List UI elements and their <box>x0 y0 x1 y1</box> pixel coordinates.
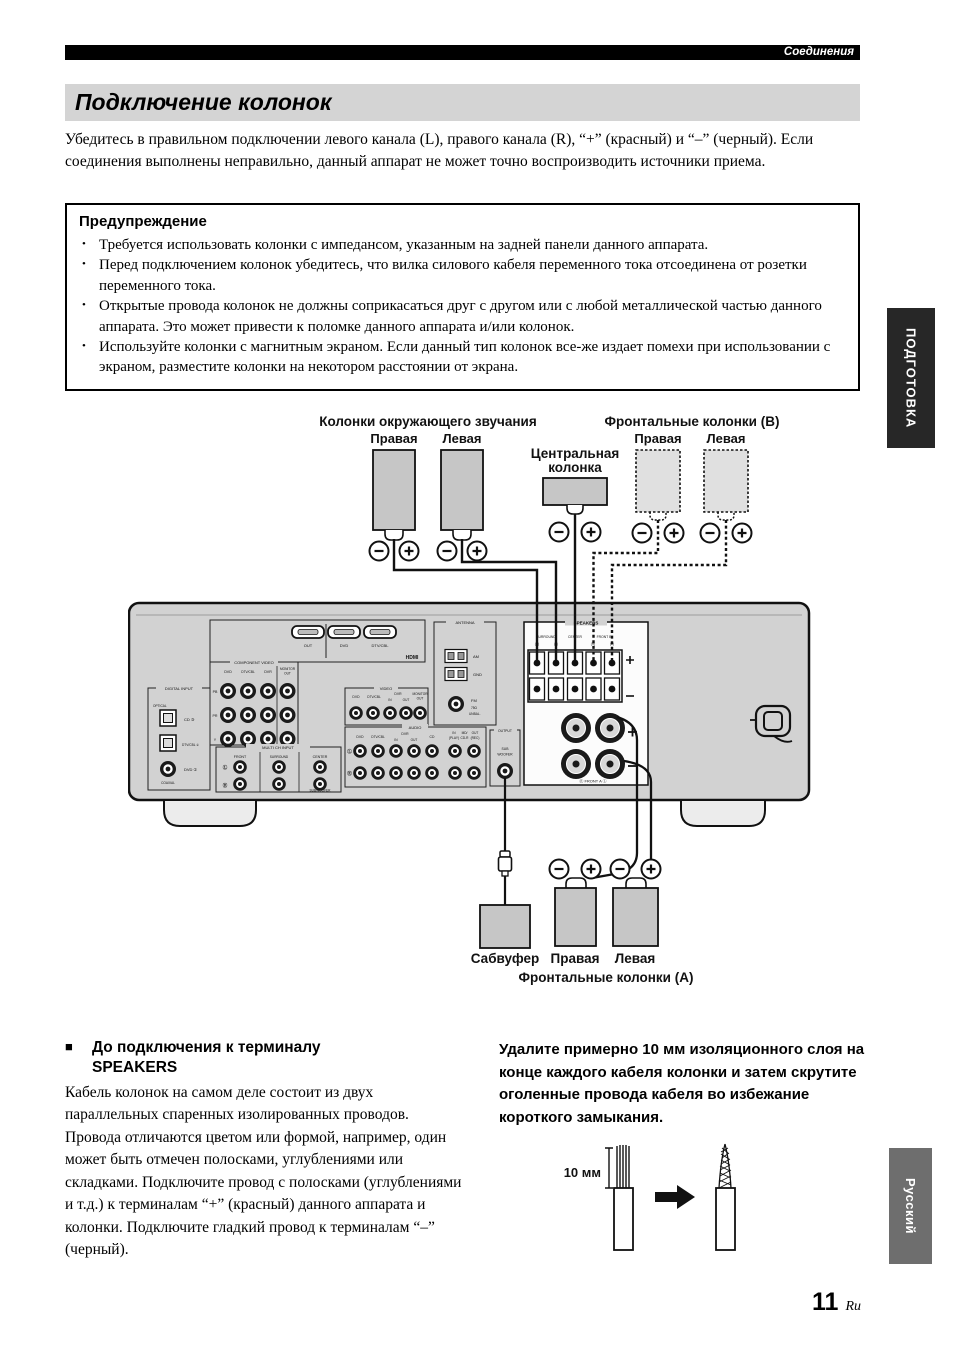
warning-item: • Требуется использовать колонки с импедансом, указанным на задней панели данного аппарата. <box>79 235 844 255</box>
svg-text:IN: IN <box>452 731 456 735</box>
strip-instruction-text: Удалите примерно 10 мм изоляционного слоя на конце каждого кабеля колонки и затем скрутите оголенные провода кабеля во избежание короткого замыкания. <box>499 1041 865 1126</box>
front-a-right-speaker <box>550 860 601 947</box>
svg-text:CD ③: CD ③ <box>184 717 195 722</box>
arrow-right-icon <box>655 1185 695 1209</box>
surround-left-label: Левая <box>442 431 482 446</box>
bullet-icon: • <box>82 339 86 352</box>
minus-terminal-icon <box>550 860 569 879</box>
hdmi-dtv-port <box>364 626 396 638</box>
svg-text:DVR: DVR <box>264 670 272 674</box>
square-bullet-icon: ■ <box>65 1039 73 1054</box>
subwoofer-label: Сабвуфер <box>470 951 540 966</box>
front-a-binding-post <box>595 749 625 779</box>
svg-text:IN: IN <box>388 698 392 702</box>
svg-text:MONITOR: MONITOR <box>412 692 428 696</box>
section-tab-preparation: ПОДГОТОВКА <box>887 308 935 448</box>
front-b-right-speaker <box>633 450 684 543</box>
wire-strip-illustration <box>555 1140 805 1255</box>
svg-text:(R): (R) <box>590 642 596 646</box>
svg-text:CENTER: CENTER <box>568 635 582 639</box>
warning-title: Предупреждение <box>79 213 207 230</box>
svg-text:SURROUND: SURROUND <box>269 755 289 759</box>
svg-text:OPTICAL: OPTICAL <box>153 704 167 708</box>
before-connecting-body: Кабель колонок на самом деле состоит из двух параллельных спаренных изолированных проводов. Провода отличаются цветом или формой, например, один может быть отмечен полосками, углублениями или складками. Подключите провод с полосками (углублениями и т.д.) к терминалам “+” (красный) данного аппарата и колонки. Подключите гладкий провод к терминалам “–” (черный). <box>65 1084 462 1259</box>
svg-text:CD-R: CD-R <box>460 736 469 740</box>
page-title: Подключение колонок <box>65 84 860 121</box>
svg-text:FRONT: FRONT <box>233 755 247 759</box>
svg-text:Ⓡ FRONT A Ⓛ: Ⓡ FRONT A Ⓛ <box>579 778 607 784</box>
subwoofer-speaker <box>480 905 530 948</box>
bullet-icon: • <box>82 258 86 271</box>
rca-plug-icon <box>499 857 512 871</box>
front-a-group-label: Фронтальные колонки (А) <box>518 970 694 985</box>
svg-text:DVD: DVD <box>224 670 232 674</box>
svg-text:Ⓛ: Ⓛ <box>347 749 352 754</box>
receiver-foot <box>164 800 256 826</box>
center-speaker-label: Центральная <box>530 446 620 461</box>
before-connecting-heading: ■ До подключения к терминалу SPEAKERS <box>65 1039 321 1076</box>
svg-text:UNBAL.: UNBAL. <box>469 712 481 716</box>
bare-wire-strands <box>617 1145 629 1188</box>
plus-terminal-icon <box>733 524 752 543</box>
minus-terminal-icon <box>438 542 457 561</box>
warning-item: • Перед подключением колонок убедитесь, что вилка силового кабеля переменного тока отсоединена от розетки переменного тока. <box>79 255 844 296</box>
wire-insulation <box>614 1188 633 1250</box>
svg-text:OUT: OUT <box>410 738 418 742</box>
minus-terminal-icon <box>611 860 630 879</box>
svg-text:ANTENNA: ANTENNA <box>455 620 475 625</box>
optical-jack <box>160 710 176 726</box>
front-a-left-label: Левая <box>614 951 656 966</box>
svg-text:SPEAKERS: SPEAKERS <box>573 620 599 626</box>
svg-text:MONITOR: MONITOR <box>280 667 295 671</box>
page-number: 11 Ru <box>812 1288 861 1316</box>
speakers-terminal-section <box>524 619 648 786</box>
svg-text:IN: IN <box>394 738 398 742</box>
intro-paragraph: Убедитесь в правильном подключении левого канала (L), правого канала (R), “+” (красный) и “–” (черный). Если соединения выполнены неправильно, данный аппарат не может точно воспроизводить источники приема. <box>65 131 814 170</box>
plus-terminal-icon <box>642 860 661 879</box>
plus-terminal-icon <box>665 524 684 543</box>
svg-text:DVR: DVR <box>394 692 402 696</box>
plus-terminal-icon <box>400 542 419 561</box>
front-b-right-label: Правая <box>634 431 682 446</box>
gnd-antenna-clip <box>445 668 467 681</box>
svg-text:GND: GND <box>473 672 482 677</box>
plus-terminal-icon <box>582 860 601 879</box>
svg-text:MULTI CH INPUT: MULTI CH INPUT <box>262 745 294 750</box>
svg-text:CENTER: CENTER <box>312 755 328 759</box>
svg-text:DTV/CBL: DTV/CBL <box>371 643 389 648</box>
svg-text:(L): (L) <box>610 642 614 646</box>
am-antenna-clip <box>445 650 467 663</box>
svg-text:WOOFER: WOOFER <box>497 752 513 757</box>
svg-text:HDMI: HDMI <box>405 655 419 661</box>
svg-text:OUT: OUT <box>471 731 479 735</box>
svg-text:DVD: DVD <box>352 695 360 699</box>
minus-terminal-icon <box>550 523 569 542</box>
svg-text:SUB: SUB <box>501 747 509 751</box>
svg-text:OUT: OUT <box>284 671 291 676</box>
svg-text:DTV/CBL: DTV/CBL <box>371 735 385 739</box>
receiver-foot <box>681 800 765 826</box>
svg-text:VIDEO: VIDEO <box>379 686 393 691</box>
svg-text:FM: FM <box>471 698 477 703</box>
measure-bracket <box>605 1148 613 1188</box>
svg-text:COMPONENT VIDEO: COMPONENT VIDEO <box>234 660 274 665</box>
svg-text:PB: PB <box>212 690 218 694</box>
svg-text:DTV/CBL: DTV/CBL <box>367 695 381 699</box>
front-a-left-speaker <box>611 860 661 947</box>
optical-jack <box>160 735 176 751</box>
svg-text:COAXIAL: COAXIAL <box>161 781 175 785</box>
svg-text:Y: Y <box>213 738 217 742</box>
hdmi-dvd-port <box>328 626 360 638</box>
plus-terminal-icon <box>582 523 601 542</box>
svg-text:DVR: DVR <box>401 732 409 736</box>
receiver-rear-panel <box>129 603 809 826</box>
front-a-right-label: Правая <box>550 951 600 966</box>
warning-box <box>65 203 860 391</box>
warning-item: • Используйте колонки с магнитным экраном. Если данный тип колонок все-же издает помехи при использовании с экраном, разместите колонки на некотором расстоянии от экрана. <box>79 337 844 378</box>
subwoofer-output-jack <box>497 763 513 779</box>
svg-text:75Ω: 75Ω <box>471 706 477 710</box>
svg-text:DVD ①: DVD ① <box>184 767 198 772</box>
svg-text:DVD: DVD <box>339 643 349 648</box>
front-b-speakers-label: Фронтальные колонки (B) <box>604 414 780 429</box>
svg-text:SURROUND: SURROUND <box>536 635 556 639</box>
svg-text:OUT: OUT <box>303 643 313 648</box>
bullet-icon: • <box>82 238 86 250</box>
svg-text:OUT: OUT <box>402 698 410 702</box>
center-speaker-label2: колонка <box>548 460 602 475</box>
svg-text:Ⓡ: Ⓡ <box>347 771 352 776</box>
front-b-left-speaker <box>701 450 752 543</box>
minus-terminal-icon <box>701 524 720 543</box>
chapter-header-label: Соединения <box>783 46 854 58</box>
speaker-wiring-diagram <box>128 410 880 995</box>
svg-text:PR: PR <box>212 714 218 718</box>
coaxial-jack <box>160 761 176 777</box>
fm-antenna-jack <box>448 696 464 712</box>
minus-terminal-icon <box>633 524 652 543</box>
front-b-left-label: Левая <box>706 431 746 446</box>
svg-text:Ⓡ: Ⓡ <box>222 783 228 788</box>
plus-terminal-icon <box>468 542 487 561</box>
svg-text:AM: AM <box>473 654 479 659</box>
svg-text:(R): (R) <box>534 642 540 646</box>
warning-item: • Открытые провода колонок не должны соприкасаться друг с другом или с любой металлической частью данного аппарата. Это может привести к поломке данного аппарата и/или колонок. <box>79 296 844 337</box>
svg-text:(PLAY): (PLAY) <box>448 736 460 740</box>
surround-speakers-label: Колонки окружающего звучания <box>319 414 537 429</box>
svg-text:DTV/CBL ②: DTV/CBL ② <box>182 743 200 747</box>
svg-text:OUTPUT: OUTPUT <box>498 729 512 733</box>
svg-text:Ⓛ: Ⓛ <box>222 765 228 770</box>
svg-text:SUBWOOFER: SUBWOOFER <box>309 788 331 793</box>
hdmi-out-port <box>292 626 324 638</box>
svg-text:(REC): (REC) <box>470 736 480 740</box>
bullet-icon: • <box>82 299 86 312</box>
svg-text:AUDIO: AUDIO <box>408 725 422 730</box>
language-tab-russian: Русский <box>889 1148 932 1264</box>
front-a-binding-post <box>561 713 591 743</box>
svg-text:CD: CD <box>429 735 435 739</box>
chapter-header-bar <box>65 45 860 60</box>
svg-text:FRONT B: FRONT B <box>596 635 612 639</box>
svg-text:(L): (L) <box>554 642 558 646</box>
surround-right-label: Правая <box>370 431 418 446</box>
svg-text:DIGITAL INPUT: DIGITAL INPUT <box>164 686 194 691</box>
svg-text:OUT: OUT <box>416 696 424 701</box>
twisted-wire <box>716 1144 735 1250</box>
front-a-binding-post <box>561 749 591 779</box>
minus-terminal-icon <box>370 542 389 561</box>
svg-text:DTV/CBL: DTV/CBL <box>241 670 255 674</box>
svg-text:MD/: MD/ <box>461 731 468 735</box>
wire-insulation <box>716 1188 735 1250</box>
svg-text:DVD: DVD <box>356 735 364 739</box>
measure-label: 10 мм <box>563 1165 601 1180</box>
